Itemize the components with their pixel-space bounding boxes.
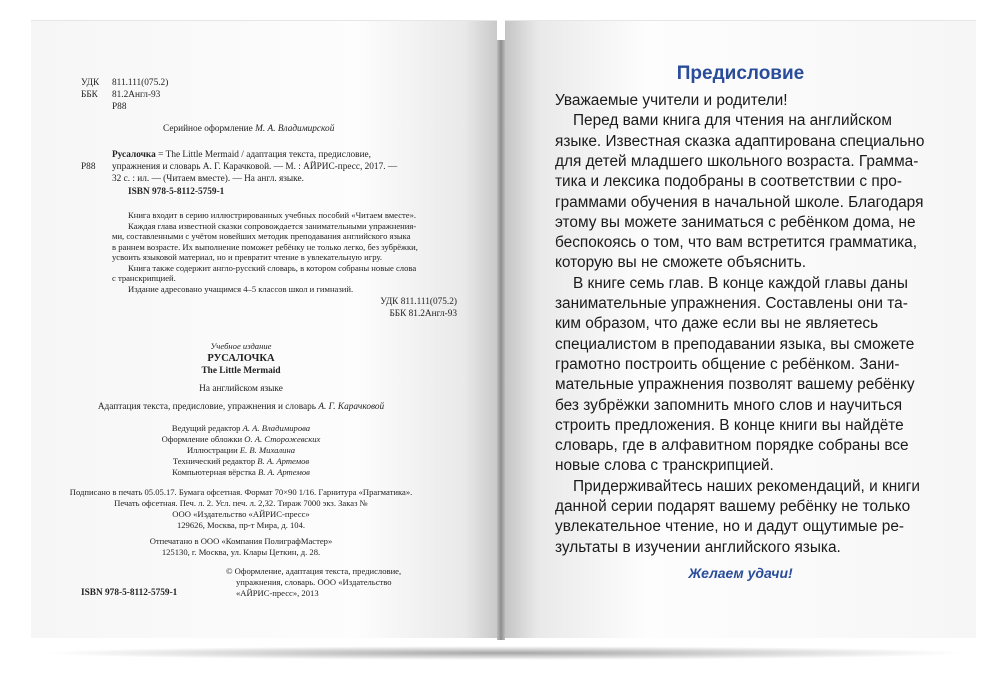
- bib-line-2: упражнения и словарь А. Г. Карачковой. — М. : АЙРИС-пресс, 2017. —: [112, 162, 398, 172]
- credit-line: [31, 467, 451, 478]
- right-page-preface: [505, 20, 976, 638]
- print-line-2: Печать офсетная. Печ. л. 2. Усл. печ. л. 2,32. Тираж 7000 экз. Заказ №: [114, 498, 368, 508]
- preface-line: Придерживайтесь наших рекомендаций, и книги: [573, 477, 921, 495]
- bib-line-3: 32 с. : ил. — (Читаем вместе). — На англ. языке.: [112, 174, 304, 184]
- credit-role: Ведущий редактор: [171, 423, 241, 433]
- udk-label: УДК: [81, 78, 100, 88]
- preface-line: языке. Известная сказка адаптирована специально: [555, 132, 925, 150]
- adaptation-prefix: Адаптация текста, предисловие, упражнения и словарь: [97, 402, 316, 412]
- book-spine: [497, 40, 505, 640]
- copyright-line: упражнения, словарь. ООО «Издательство: [236, 577, 392, 587]
- preface-line: В книге семь глав. В конце каждой главы даны: [573, 274, 908, 292]
- credit-line: [31, 434, 451, 445]
- language-note: На английском языке: [199, 384, 283, 394]
- preface-line: зультаты в изучении английского языка.: [555, 538, 841, 556]
- credit-name: О. А. Сторожевских: [244, 434, 321, 444]
- book-title-ru: РУСАЛОЧКА: [207, 353, 275, 364]
- preface-line: новые слова с транскрипцией.: [555, 457, 774, 475]
- preface-closing: Желаем удачи!: [688, 565, 793, 581]
- preface-line: граммами обучения в начальной школе. Благодаря: [555, 193, 924, 211]
- preface-line: специалистом в преподавании языка, вы сможете: [555, 335, 915, 353]
- udk-value: 811.111(075.2): [112, 78, 169, 88]
- series-design-prefix: Серийное оформление: [163, 124, 253, 134]
- bbk-value: 81.2Англ-93: [112, 90, 161, 100]
- preface-line: которую вы не сможете объяснить.: [555, 254, 806, 272]
- p88-code: Р88: [112, 102, 127, 112]
- adaptation-name: А. Г. Карачковой: [318, 402, 385, 412]
- series-design: [163, 124, 334, 135]
- annotation-line: усвоить языковой материал, но и превратит чтение в увлекательную игру.: [112, 252, 383, 262]
- credit-name: Е. В. Михалина: [239, 445, 296, 455]
- credit-line: [31, 445, 451, 456]
- book-title-en: The Little Mermaid: [201, 366, 281, 376]
- annotation-line: Издание адресовано учащимся 4–5 классов школ и гимназий.: [128, 284, 354, 294]
- udk-bottom: УДК 811.111(075.2): [380, 297, 457, 307]
- preface-line: строить предложения. В конце книги вы найдёте: [555, 416, 904, 434]
- series-design-name: М. А. Владимирской: [255, 124, 335, 134]
- printer-line: Отпечатано в ООО «Компания ПолиграфМастер»: [149, 536, 333, 546]
- bib-line-1-rest: = The Little Mermaid / адаптация текста, предисловие,: [155, 150, 371, 160]
- credit-role: Иллюстрации: [186, 445, 238, 455]
- bbk-label: ББК: [81, 90, 98, 100]
- preface-title: Предисловие: [676, 63, 805, 84]
- preface-line: тика и лексика подобраны в соответствии с про-: [555, 173, 902, 191]
- printer-line: 125130, г. Москва, ул. Клары Цеткин, д. 28.: [161, 547, 321, 557]
- preface-line: увлекательное чтение, но и дадут ощутимые ре-: [555, 518, 905, 536]
- preface-line: ким образом, что даже если вы не являетесь: [555, 315, 879, 333]
- preface-line: мательные упражнения позволят вашему ребёнку: [555, 376, 915, 394]
- annotation-line: Книга входит в серию иллюстрированных учебных пособий «Читаем вместе».: [128, 210, 417, 220]
- preface-line: беспокоясь о том, что вам встретится грамматика,: [555, 234, 917, 252]
- preface-line: Уважаемые учители и родители!: [555, 92, 788, 109]
- annotation-line: с транскрипцией.: [112, 273, 176, 283]
- credit-role: Технический редактор: [172, 456, 256, 466]
- preface-line: грамотно построить общение с ребёнком. Зани-: [555, 355, 900, 373]
- annotation-line: Каждая глава известной сказки сопровождается занимательными упражнения-: [128, 220, 417, 231]
- credit-line: [31, 456, 451, 467]
- publisher-line: 129626, Москва, пр-т Мира, д. 104.: [176, 520, 306, 530]
- adaptation-line: [31, 402, 451, 413]
- book-shadow: [40, 646, 970, 660]
- annotation-line: в раннем возрасте. Их выполнение поможет ребёнку не только легко, без зубрёжки,: [112, 241, 418, 252]
- credit-role: Оформление обложки: [161, 434, 243, 444]
- bib-line-1: [112, 150, 371, 161]
- preface-line: этому вы можете заниматься с ребёнком дома, не: [555, 213, 916, 231]
- print-line-1: Подписано в печать 05.05.17. Бумага офсетная. Формат 70×90 1/16. Гарнитура «Прагматика».: [69, 487, 413, 497]
- preface-line: для детей младшего школьного возраста. Граммa-: [555, 152, 919, 170]
- credit-role: Компьютерная вёрстка: [172, 467, 256, 477]
- preface-line: без зубрёжки запомнить много слов и научиться: [555, 396, 903, 414]
- credit-name: В. А. Артемов: [257, 456, 310, 466]
- copyright-line: © Оформление, адаптация текста, предисловие,: [226, 566, 402, 576]
- isbn-line: ISBN 978-5-8112-5759-1: [128, 187, 225, 197]
- preface-line: данной серии подарят вашему ребёнку не только: [555, 498, 911, 515]
- preface-line: занимательные упражнения. Составлены они та-: [555, 295, 908, 312]
- credit-name: А. А. Владимирова: [242, 423, 311, 433]
- isbn-bottom: ISBN 978-5-8112-5759-1: [81, 588, 178, 598]
- annotation-line: ми, составленными с учётом новейших методик преподавания английского языка: [112, 231, 411, 241]
- bbk-bottom: ББК 81.2Англ-93: [389, 309, 457, 319]
- edition-type: Учебное издание: [210, 341, 272, 351]
- credit-name: В. А. Артемов: [258, 467, 310, 477]
- bib-title: Русалочка: [112, 150, 156, 160]
- preface-line: Перед вами книга для чтения на английском: [573, 112, 892, 130]
- bib-p88: Р88: [81, 162, 96, 172]
- annotation-line: Книга также содержит англо-русский словарь, в котором собраны новые слова: [128, 262, 417, 273]
- publisher-line: ООО «Издательство «АЙРИС-пресс»: [172, 509, 310, 519]
- copyright-line: «АЙРИС-пресс», 2013: [236, 588, 319, 598]
- credit-line: [31, 423, 451, 434]
- left-page-imprint: [31, 20, 497, 638]
- preface-line: словарь, где в алфавитном порядке собраны все: [555, 437, 909, 455]
